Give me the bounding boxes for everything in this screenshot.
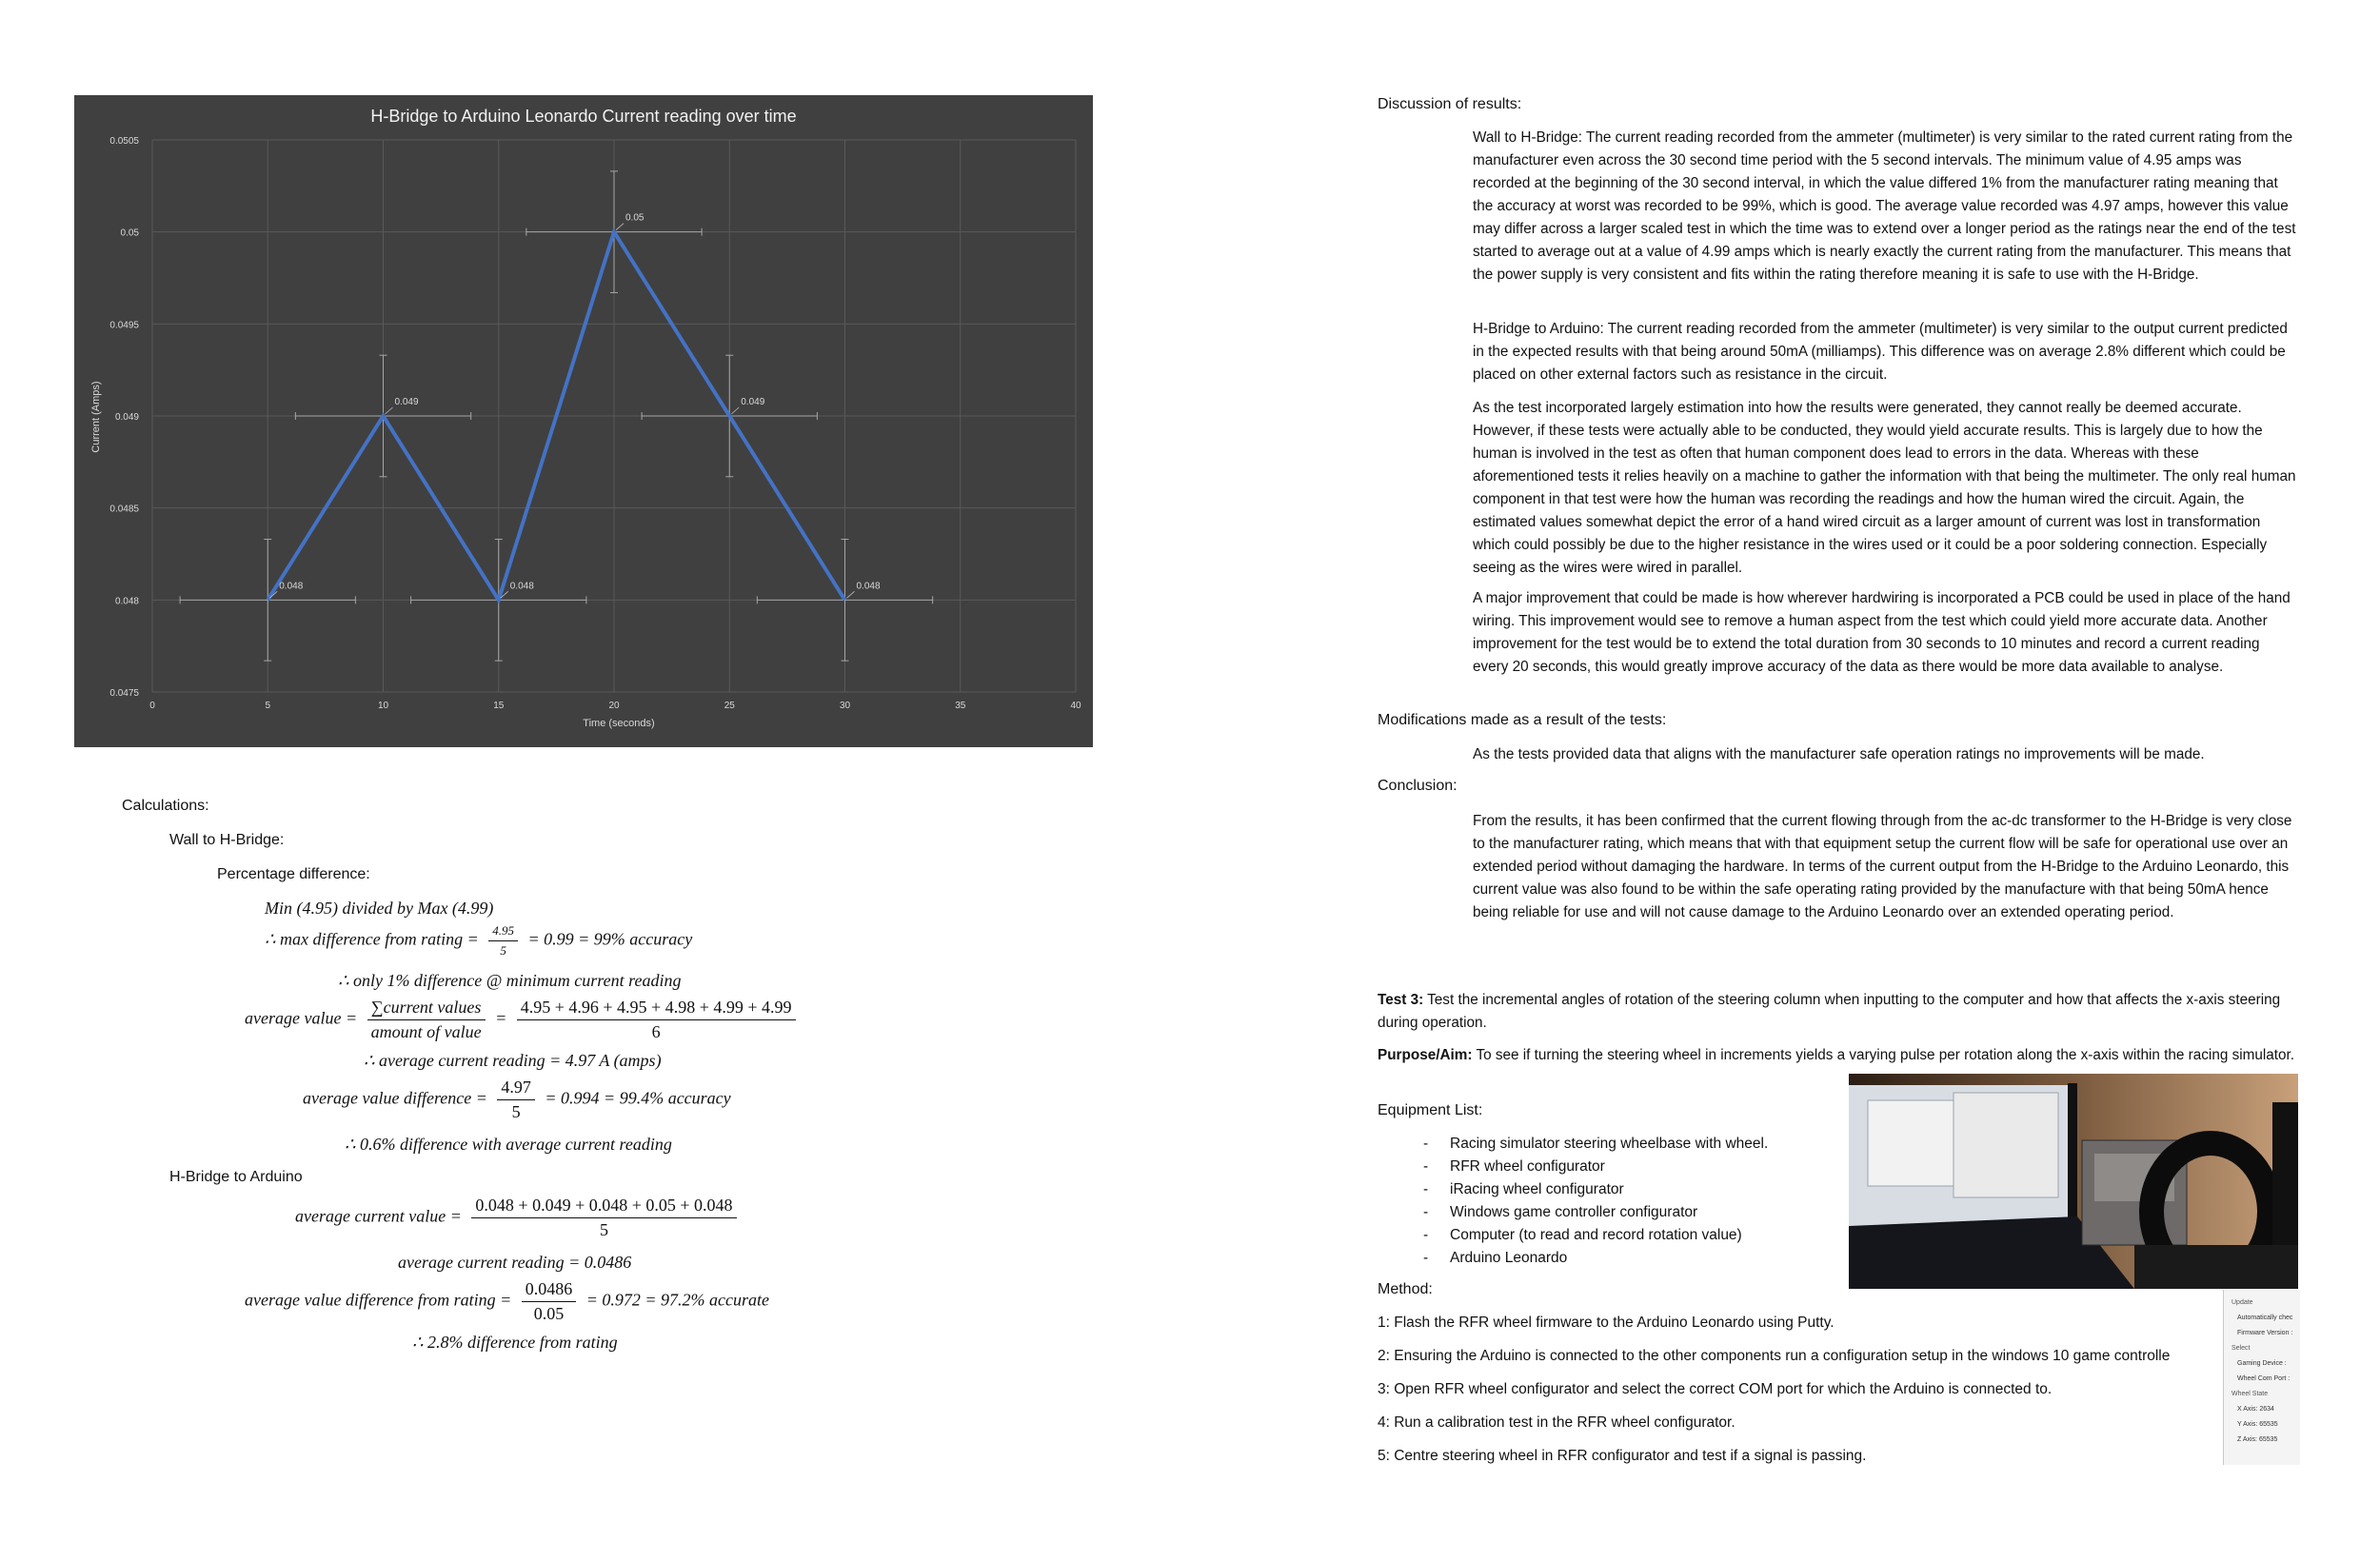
chart-title: H-Bridge to Arduino Leonardo Current reading over time xyxy=(370,107,797,126)
discussion-heading: Discussion of results: xyxy=(1378,96,1522,112)
method-step-5: 5: Centre steering wheel in RFR configurator and test if a signal is passing. xyxy=(1378,1448,1867,1464)
equipment-item: - Windows game controller configurator xyxy=(1423,1201,1823,1224)
configurator-line: Wheel State xyxy=(2231,1391,2269,1397)
calc-text: = 0.99 = 99% accuracy xyxy=(527,929,693,949)
fraction-numerator: 4.95 xyxy=(488,923,518,941)
method-heading: Method: xyxy=(1378,1281,1433,1297)
data-label-leader xyxy=(616,224,624,230)
test3-description xyxy=(1378,989,2299,1035)
modifications-heading: Modifications made as a result of the tests: xyxy=(1378,712,1667,728)
data-label-leader xyxy=(847,591,855,598)
data-label: 0.05 xyxy=(625,212,645,224)
equipment-item: - iRacing wheel configurator xyxy=(1423,1178,1823,1201)
data-label-leader xyxy=(731,407,739,414)
calc-text: average value difference from rating = xyxy=(245,1290,512,1310)
calc-line-one-percent: ∴ only 1% difference @ minimum current reading xyxy=(338,971,682,990)
data-label: 0.048 xyxy=(509,581,534,592)
data-label: 0.048 xyxy=(279,581,304,592)
fraction-numerator: 0.0486 xyxy=(522,1279,577,1302)
configurator-line: Update xyxy=(2231,1299,2253,1306)
x-axis-label: Time (seconds) xyxy=(583,718,655,729)
data-label: 0.049 xyxy=(394,397,419,407)
purpose-aim xyxy=(1378,1044,2299,1067)
fraction-denominator: 5 xyxy=(511,1102,521,1121)
equipment-list xyxy=(1423,1133,1823,1270)
data-label: 0.049 xyxy=(741,397,765,407)
y-axis-label: Current (Amps) xyxy=(90,381,102,453)
discussion-paragraph-1: Wall to H-Bridge: The current reading recorded from the ammeter (multimeter) is very similar to the rated current rating from the manufacturer even across the 30 second time period with the 5 second intervals. The minimum value of 4.95 amps was recorded at the beginning of the 30 second interval, in which the value differed 1% from the manufacturer rating meaning that the accuracy at worst was recorded to be 99%, which is good. The average value recorded was 4.97 amps, however this value may differ across a larger scaled test in which the time was to extend over a longer period as the ratings near the end of the test started to average out at a value of 4.99 amps which is nearly exactly the current rating from the manufacturer. This means that the power supply is very consistent and fits within the rating therefore meaning it is safe to use with the H-Bridge. xyxy=(1473,129,2296,283)
calc-text: = xyxy=(495,1008,507,1028)
configurator-line: X Axis: 2634 xyxy=(2237,1406,2274,1413)
y-tick-label: 0.0475 xyxy=(109,688,139,699)
fraction-denominator: 0.05 xyxy=(533,1304,565,1323)
purpose-label: Purpose/Aim: xyxy=(1378,1047,1473,1063)
discussion-paragraph-4: A major improvement that could be made is how wherever hardwiring is incorporated a PCB could be used in place of the hand wiring. This improvement would see to remove a human aspect from the test which could yield more accurate data. Another improvement for the test would be to extend the total duration from 30 seconds to 10 minutes and record a current reading every 20 seconds, this would greatly improve accuracy of the data as there would be more data available to analyse. xyxy=(1473,590,2291,675)
x-tick-label: 25 xyxy=(724,701,735,711)
test3-text: Test the incremental angles of rotation of the steering column when inputting to the computer and how that affects the x-axis steering during operation. xyxy=(1378,992,2281,1031)
equipment-item: - RFR wheel configurator xyxy=(1423,1156,1823,1178)
y-tick-label: 0.048 xyxy=(114,596,139,607)
equipment-item: - Racing simulator steering wheelbase with wheel. xyxy=(1423,1133,1823,1156)
configurator-line: Gaming Device : xyxy=(2237,1360,2287,1367)
method-step-1: 1: Flash the RFR wheel firmware to the Arduino Leonardo using Putty. xyxy=(1378,1315,1835,1331)
equipment-heading: Equipment List: xyxy=(1378,1102,1483,1118)
calc-line-point-six: ∴ 0.6% difference with average current reading xyxy=(345,1135,672,1154)
simulator-rig-image xyxy=(1849,1074,2298,1289)
method-step-4: 4: Run a calibration test in the RFR wheel configurator. xyxy=(1378,1414,1735,1431)
fraction-numerator: ∑current values xyxy=(367,998,486,1020)
calc-line-two-point-eight: ∴ 2.8% difference from rating xyxy=(412,1333,618,1352)
conclusion-heading: Conclusion: xyxy=(1378,778,1458,794)
configurator-line: Y Axis: 65535 xyxy=(2237,1421,2278,1428)
calc-line-min-max: Min (4.95) divided by Max (4.99) xyxy=(265,899,494,918)
calc-text: average value difference = xyxy=(303,1088,487,1108)
configurator-lines xyxy=(2224,1290,2300,1448)
fraction-numerator: 0.048 + 0.049 + 0.048 + 0.05 + 0.048 xyxy=(471,1196,736,1218)
percentage-difference-heading: Percentage difference: xyxy=(217,866,370,882)
calc-line-average-reading: ∴ average current reading = 4.97 A (amps) xyxy=(364,1051,662,1070)
discussion-paragraph-2: H-Bridge to Arduino: The current reading recorded from the ammeter (multimeter) is very similar to the output current predicted in the expected results with that being around 50mA (milliamps). This difference was on average 2.8% different which could be placed on other external factors such as resistance in the circuit. xyxy=(1473,321,2288,383)
configurator-line: Firmware Version : xyxy=(2237,1330,2293,1336)
conclusion-text: From the results, it has been confirmed that the current flowing through from the ac-dc transformer to the H-Bridge is very close to the manufacturer rating, which means that with that equipment setup the current flow will be safe for operational use over an extended period without damaging the hardware. In terms of the current output from the H-Bridge to the Arduino Leonardo, this current value was also found to be within the safe operating rating provided by the manufacture with that being 50mA hence being reliable for use and will not cause damage to the Arduino Leonardo over an extended operating period. xyxy=(1473,813,2292,920)
y-tick-label: 0.05 xyxy=(120,227,139,239)
x-tick-label: 35 xyxy=(955,701,966,711)
chart-data-labels xyxy=(269,213,881,599)
data-label: 0.048 xyxy=(856,581,881,592)
x-tick-label: 10 xyxy=(377,701,389,711)
data-label-leader xyxy=(386,407,393,414)
method-step-2: 2: Ensuring the Arduino is connected to the other components run a configuration setup in the windows 10 game controlle xyxy=(1378,1348,2171,1364)
y-tick-label: 0.0485 xyxy=(109,504,139,515)
calc-line-average-current xyxy=(295,1196,743,1240)
x-tick-label: 20 xyxy=(608,701,620,711)
test3-label: Test 3: xyxy=(1378,992,1424,1008)
calc-text: ∴ max difference from rating = xyxy=(265,929,479,949)
configurator-line: Automatically chec xyxy=(2237,1315,2293,1321)
current-chart xyxy=(74,95,1093,747)
chart-axes xyxy=(109,136,1081,711)
fraction-denominator: 5 xyxy=(599,1220,608,1239)
x-tick-label: 30 xyxy=(839,701,851,711)
calc-line-current-reading: average current reading = 0.0486 xyxy=(398,1253,632,1272)
fraction xyxy=(522,1279,577,1324)
fraction xyxy=(488,923,518,959)
modifications-text: As the tests provided data that aligns with the manufacturer safe operation ratings no improvements will be made. xyxy=(1473,746,2205,762)
chart-svg xyxy=(74,95,1093,747)
calc-line-rating-difference xyxy=(245,1279,769,1324)
fraction xyxy=(367,998,486,1042)
configurator-line: Wheel Com Port : xyxy=(2237,1375,2291,1382)
x-tick-label: 0 xyxy=(149,701,155,711)
simulator-rig-photo xyxy=(1849,1074,2298,1289)
calc-text: average value = xyxy=(245,1008,358,1028)
y-tick-label: 0.0495 xyxy=(109,320,139,331)
wall-to-hbridge-heading: Wall to H-Bridge: xyxy=(169,832,285,848)
fraction xyxy=(471,1196,736,1240)
fraction-denominator: 6 xyxy=(651,1022,661,1041)
fraction-numerator: 4.97 xyxy=(497,1078,535,1100)
equipment-item: - Computer (to read and record rotation value) xyxy=(1423,1224,1823,1247)
purpose-text: To see if turning the steering wheel in increments yields a varying pulse per rotation along the x-axis within the racing simulator. xyxy=(1476,1047,2295,1063)
fraction-numerator: 4.95 + 4.96 + 4.95 + 4.98 + 4.99 + 4.99 xyxy=(517,998,796,1020)
calc-text: = 0.994 = 99.4% accuracy xyxy=(545,1088,731,1108)
configurator-screenshot xyxy=(2223,1290,2300,1465)
fraction-denominator: amount of value xyxy=(370,1022,482,1041)
fraction-denominator: 5 xyxy=(500,943,506,958)
x-tick-label: 15 xyxy=(493,701,505,711)
fraction xyxy=(497,1078,535,1122)
calculations-heading: Calculations: xyxy=(122,798,209,814)
x-tick-label: 40 xyxy=(1070,701,1081,711)
configurator-line: Select xyxy=(2231,1345,2251,1352)
hbridge-to-arduino-heading: H-Bridge to Arduino xyxy=(169,1169,303,1185)
calc-text: = 0.972 = 97.2% accurate xyxy=(585,1290,770,1310)
calc-line-average-difference xyxy=(303,1078,731,1122)
calc-line-average-value xyxy=(245,998,802,1042)
calc-text: average current value = xyxy=(295,1206,462,1226)
configurator-line: Z Axis: 65535 xyxy=(2237,1436,2278,1443)
discussion-paragraph-3: As the test incorporated largely estimation into how the results were generated, they cannot really be deemed accurate. However, if these tests were actually able to be conducted, they would yield accurate results. This is largely due to how the human is involved in the test as often that human component does lead to errors in the data. Whereas with these aforementioned tests it relies heavily on a machine to gather the information with that being the multimeter. The only real human component in that test were how the human was recording the readings and how the human wired the circuit. Again, the estimated values somewhat depict the error of a hand wired circuit as a larger amount of current was lost in transformation which could possibly be due to the higher resistance in the wires used or it could be a poor soldering connection. Especially seeing as the wires were wired in parallel. xyxy=(1473,400,2296,576)
equipment-item: - Arduino Leonardo xyxy=(1423,1247,1823,1270)
calc-line-max-difference xyxy=(265,923,692,959)
y-tick-label: 0.049 xyxy=(114,412,139,423)
method-step-3: 3: Open RFR wheel configurator and select the correct COM port for which the Arduino is connected to. xyxy=(1378,1381,2053,1397)
y-tick-label: 0.0505 xyxy=(109,136,139,147)
fraction xyxy=(517,998,796,1042)
x-tick-label: 5 xyxy=(265,701,271,711)
